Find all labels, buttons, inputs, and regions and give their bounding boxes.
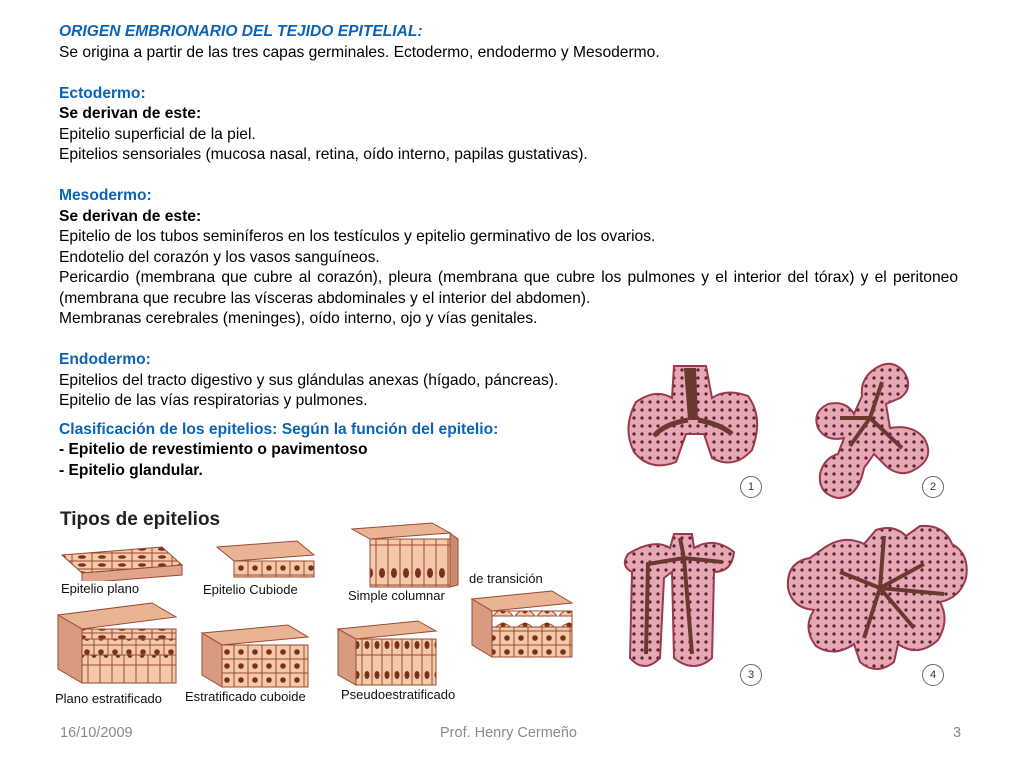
mesodermo-item: Epitelio de los tubos seminíferos en los testículos y epitelio germinativo de los ovarios. (59, 228, 656, 245)
ectodermo-heading: Ectodermo: (59, 84, 146, 102)
endodermo-item: Epitelio de las vías respiratorias y pulmones. (59, 392, 368, 409)
gland-number-3: 3 (740, 664, 762, 686)
squamous-stratified-sample (58, 603, 176, 683)
mesodermo-derivan: Se derivan de este: (59, 207, 202, 225)
pseudostratified-sample (338, 621, 436, 685)
label-simple-columnar: Simple columnar (345, 588, 448, 603)
gland-1 (628, 366, 757, 465)
gland-number-4: 4 (922, 664, 944, 686)
clasificacion-item: - Epitelio glandular. (59, 461, 203, 479)
cuboidal-stratified-sample (202, 625, 308, 687)
mesodermo-item: Endotelio del corazón y los vasos sanguíneos. (59, 248, 380, 266)
gland-number-2: 2 (922, 476, 944, 498)
mesodermo-item: Pericardio (membrana que cubre al corazón), pleura (membrana que cubre los pulmones y el interior del tórax) y el peritoneo (membrana que recubre las vísceras abdominales y el interior del abdomen). (59, 269, 958, 307)
footer-author: Prof. Henry Cermeño (440, 725, 577, 741)
label-epitelio-cuboide: Epitelio Cubiode (200, 582, 301, 597)
label-epitelio-plano: Epitelio plano (58, 581, 142, 596)
gland-4 (788, 526, 967, 669)
gland-illustration (614, 358, 986, 698)
label-pseudoestratificado: Pseudoestratificado (338, 687, 458, 702)
mesodermo-item: Membranas cerebrales (meninges), oído interno, ojo y vías genitales. (59, 310, 538, 327)
ectodermo-item: Epitelio superficial de la piel. (59, 125, 256, 143)
columnar-simple-sample (352, 523, 458, 587)
gland-3 (625, 534, 734, 666)
ectodermo-derivan: Se derivan de este: (59, 105, 202, 122)
cuboidal-simple-sample (217, 541, 314, 577)
mesodermo-heading: Mesodermo: (59, 187, 152, 204)
intro-text: Se origina a partir de las tres capas germinales. Ectodermo, endodermo y Mesodermo. (59, 43, 660, 61)
footer-page-number: 3 (953, 725, 962, 741)
clasificacion-item: - Epitelio de revestimiento o pavimentoso (59, 441, 368, 458)
squamous-simple-sample (62, 547, 182, 583)
label-plano-estratificado: Plano estratificado (52, 691, 165, 706)
ectodermo-item: Epitelios sensoriales (mucosa nasal, retina, oído interno, papilas gustativas). (59, 146, 588, 163)
endodermo-item: Epitelios del tracto digestivo y sus glándulas anexas (hígado, páncreas). (59, 371, 559, 389)
slide-title: ORIGEN EMBRIONARIO DEL TEJIDO EPITELIAL: (59, 23, 423, 40)
tipos-epitelios-figure (52, 505, 597, 715)
gland-2 (816, 364, 928, 498)
tipos-title: Tipos de epitelios (60, 509, 221, 530)
endodermo-heading: Endodermo: (59, 351, 151, 368)
footer-date: 16/10/2009 (60, 725, 133, 741)
gland-number-1: 1 (740, 476, 762, 498)
epithelium-illustration (52, 505, 597, 715)
label-estratificado-cuboide: Estratificado cuboide (182, 689, 309, 704)
glands-figure (614, 358, 986, 698)
transitional-sample (472, 591, 572, 657)
label-de-transicion: de transición (466, 571, 546, 586)
clasificacion-heading: Clasificación de los epitelios: Según la función del epitelio: (59, 420, 499, 438)
